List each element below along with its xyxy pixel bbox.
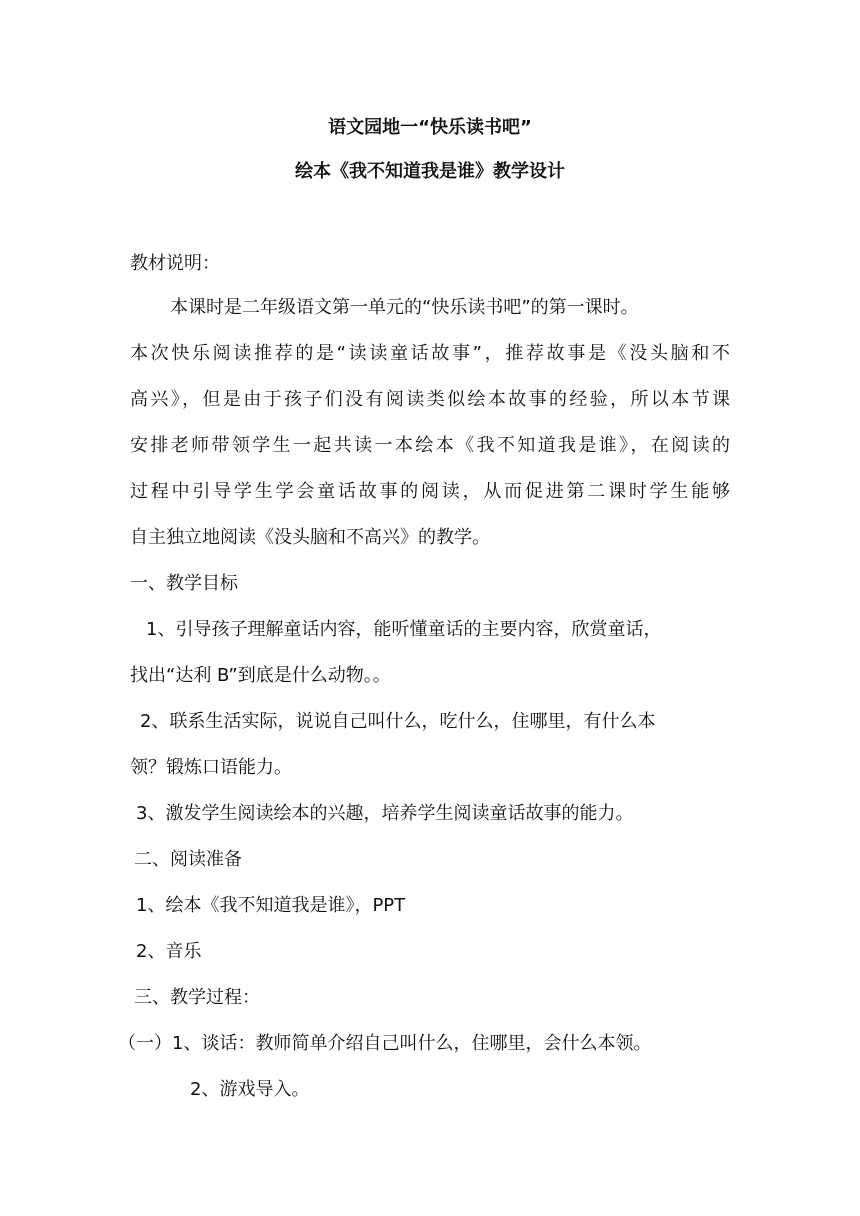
goal-item: 3、激发学生阅读绘本的兴趣，培养学生阅读童话故事的能力。	[136, 803, 634, 824]
prep-item: 2、音乐	[136, 941, 202, 962]
intro-paragraph-line: 过程中引导学生学会童话故事的阅读，从而促进第二课时学生能够	[130, 481, 730, 502]
intro-paragraph-line: 安排老师带领学生一起共读一本绘本《我不知道我是谁》，在阅读的	[130, 435, 730, 456]
goal-item: 1、引导孩子理解童话内容，能听懂童话的主要内容，欣赏童话，	[146, 619, 662, 640]
doc-title: 语文园地一“快乐读书吧”	[328, 117, 532, 138]
goal-item: 领？锻炼口语能力。	[130, 757, 292, 778]
intro-heading: 教材说明：	[130, 253, 220, 274]
goal-item: 2、联系生活实际，说说自己叫什么，吃什么，住哪里，有什么本	[140, 711, 656, 732]
section-heading-process: 三、教学过程：	[134, 987, 260, 1008]
intro-paragraph-line: 自主独立地阅读《没头脑和不高兴》的教学。	[130, 527, 490, 548]
intro-paragraph-line: 本课时是二年级语文第一单元的“快乐读书吧”的第一课时。	[170, 297, 639, 318]
section-heading-prep: 二、阅读准备	[134, 849, 242, 870]
goal-item: 找出“达利 B”到底是什么动物。。	[130, 665, 391, 686]
intro-paragraph-line: 高兴》，但是由于孩子们没有阅读类似绘本故事的经验，所以本节课	[130, 389, 730, 410]
process-item: 2、游戏导入。	[190, 1079, 310, 1100]
process-item: （一）1、谈话：教师简单介绍自己叫什么，住哪里，会什么本领。	[118, 1033, 652, 1054]
intro-paragraph-line: 本次快乐阅读推荐的是“读读童话故事”，推荐故事是《没头脑和不	[130, 343, 730, 364]
doc-subtitle: 绘本《我不知道我是谁》教学设计	[295, 161, 565, 182]
prep-item: 1、绘本《我不知道我是谁》，PPT	[136, 895, 406, 916]
section-heading-goals: 一、教学目标	[130, 573, 238, 594]
